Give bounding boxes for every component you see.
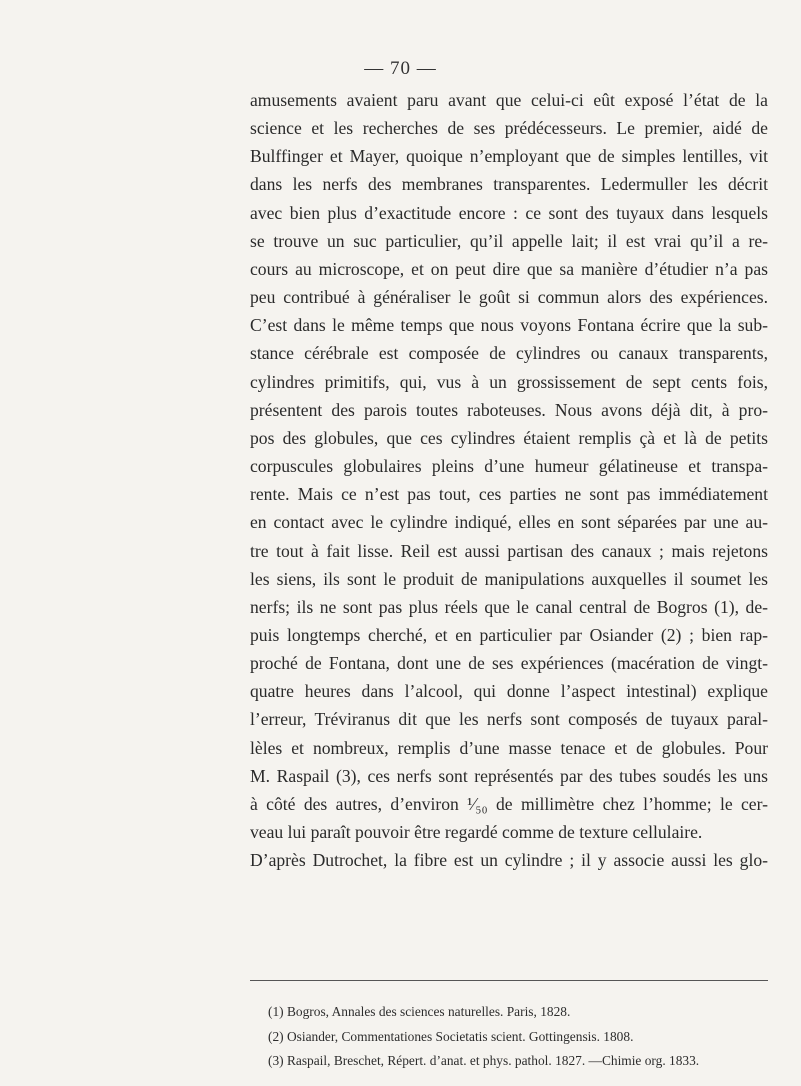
text-line: C’est dans le même temps que nous voyons Fontana écrire que la sub- xyxy=(250,315,768,336)
text-line: veau lui paraît pouvoir être regardé comme de texture cellulaire. xyxy=(250,822,703,843)
footnote: (3) Raspail, Breschet, Répert. d’anat. et phys. pathol. 1827. —Chimie org. 1833. xyxy=(268,1053,700,1068)
text-line: Bulffinger et Mayer, quoique n’employant que de simples lentilles, vit xyxy=(250,146,768,167)
footnotes xyxy=(268,1000,768,1074)
text-line: M. Raspail (3), ces nerfs sont représentés par des tubes soudés les uns xyxy=(250,765,768,786)
text-line: D’après Dutrochet, la fibre est un cylindre ; il y associe aussi les glo- xyxy=(250,850,768,871)
text-line: en contact avec le cylindre indiqué, elles en sont séparées par une au- xyxy=(250,512,768,533)
text-line: présentent des parois toutes raboteuses. Nous avons déjà dit, à pro- xyxy=(250,399,768,420)
text-line: corpuscules globulaires pleins d’une humeur gélatineuse et transpa- xyxy=(250,456,768,477)
text-line: dans les nerfs des membranes transparentes. Ledermuller les décrit xyxy=(250,174,768,195)
text-line: proché de Fontana, dont une de ses expériences (macération de vingt- xyxy=(250,653,768,674)
text-line: se trouve un suc particulier, qu’il appelle lait; il est vrai qu’il a re- xyxy=(250,230,768,251)
text-line: stance cérébrale est composée de cylindres ou canaux transparents, xyxy=(250,343,768,364)
text-line: science et les recherches de ses prédécesseurs. Le premier, aidé de xyxy=(250,118,768,139)
text-line: peu contribué à généraliser le goût si commun alors des expériences. xyxy=(250,287,768,308)
text-line: cylindres primitifs, qui, vus à un grossissement de sept cents fois, xyxy=(250,371,768,392)
footnote: (2) Osiander, Commentationes Societatis scient. Gottingensis. 1808. xyxy=(268,1028,634,1044)
text-line: l’erreur, Tréviranus dit que les nerfs sont composés de tuyaux paral- xyxy=(250,709,768,730)
text-line: tre tout à fait lisse. Reil est aussi partisan des canaux ; mais rejetons xyxy=(250,540,768,561)
footnote-divider xyxy=(250,980,768,981)
text-line: à côté des autres, d’environ ¹⁄₅₀ de millimètre chez l’homme; le cer- xyxy=(250,793,768,814)
footnote: (1) Bogros, Annales des sciences naturelles. Paris, 1828. xyxy=(268,1004,571,1019)
text-line: nerfs; ils ne sont pas plus réels que le canal central de Bogros (1), de- xyxy=(250,596,768,617)
text-line: avec bien plus d’exactitude encore : ce sont des tuyaux dans lesquels xyxy=(250,202,768,223)
body-text xyxy=(250,86,768,874)
text-line: pos des globules, que ces cylindres étaient remplis çà et là de petits xyxy=(250,427,768,448)
text-line: les siens, ils sont le produit de manipulations auxquelles il soumet les xyxy=(250,568,768,589)
text-line: cours au microscope, et on peut dire que sa manière d’étudier n’a pas xyxy=(250,258,768,279)
text-line: puis longtemps cherché, et en particulier par Osiander (2) ; bien rap- xyxy=(250,624,768,645)
text-line: quatre heures dans l’alcool, qui donne l’aspect intestinal) explique xyxy=(250,681,768,702)
page-number: — 70 — xyxy=(364,58,437,79)
text-line: rente. Mais ce n’est pas tout, ces parties ne sont pas immédiatement xyxy=(250,484,768,505)
text-line: amusements avaient paru avant que celui-ci eût exposé l’état de la xyxy=(250,90,768,110)
text-line: lèles et nombreux, remplis d’une masse tenace et de globules. Pour xyxy=(250,737,768,758)
